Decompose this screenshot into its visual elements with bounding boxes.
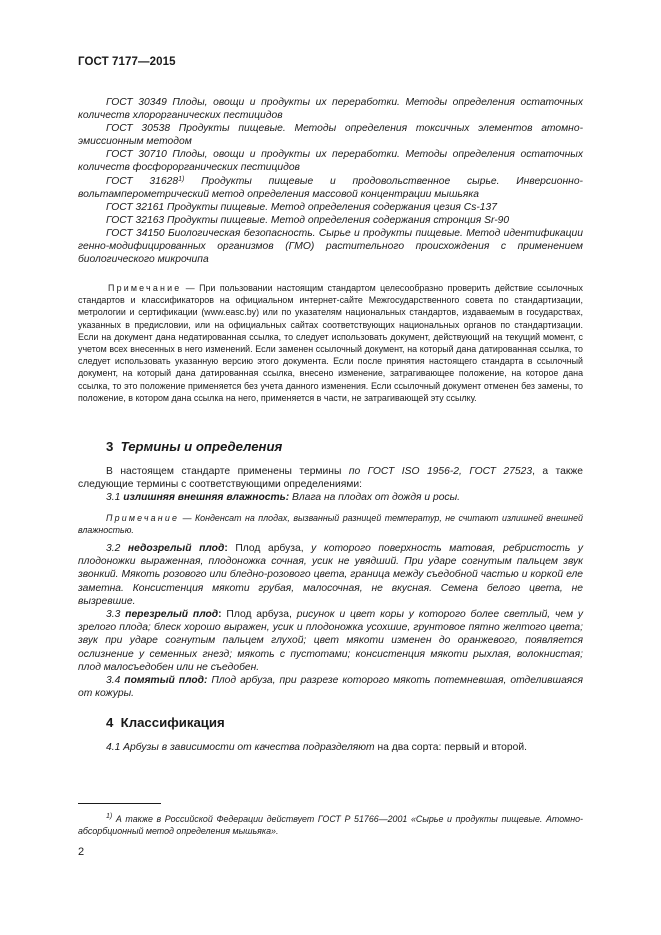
section-4-heading — [106, 715, 225, 730]
reference-item: ГОСТ 30538 Продукты пищевые. Методы определения токсичных элементов атомно-эмиссионным методом — [78, 123, 583, 148]
reference-item — [78, 175, 583, 201]
clause-text-end: на два сорта: первый и второй. — [374, 742, 527, 753]
section-title: Классификация — [120, 715, 225, 730]
section-number: 3 — [106, 439, 114, 454]
term-3-2 — [78, 542, 583, 608]
reference-item: ГОСТ 34150 Биологическая безопасность. Сырье и продукты пищевые. Метод идентификации генно-модифицированных организмов (ГМО) растительного происхождения с применением биологического микрочипа — [78, 227, 583, 266]
normative-references-list — [78, 96, 583, 266]
references-note — [78, 282, 583, 404]
term-name: перезрелый плод — [125, 609, 219, 621]
term-definition-start: Плод арбуза, — [227, 543, 312, 555]
section-title: Термины и определения — [120, 439, 283, 454]
section-3-intro — [78, 465, 583, 491]
term-definition-start: Плод арбуза, — [221, 609, 297, 621]
term-3-1 — [78, 491, 583, 504]
footnote-mark: 1) — [106, 813, 113, 820]
reference-code: ГОСТ 31628 — [106, 175, 179, 187]
intro-standards: по ГОСТ ISO 1956-2, ГОСТ 27523 — [348, 466, 533, 477]
reference-item: ГОСТ 30710 Плоды, овощи и продукты их переработки. Методы определения остаточных количеств фосфорорганических пестицидов — [78, 149, 583, 174]
note-label: Примечание — [106, 512, 180, 523]
term-name: помятый плод: — [124, 675, 208, 687]
term-definition: у которого поверхность матовая, ребристость у плодоножки выраженная, плодоножка сочная, усик не увядший. При ударе согнутым пальцем звук звонкий. Мякоть розового или бледно-розового цвета, граница между съедобной частью и коркой еле заметна. Консистенция мякоти грубая, малосочная, не вкусная. Семена белого цвета, не вызревшие. — [78, 543, 583, 607]
reference-item: ГОСТ 30349 Плоды, овощи и продукты их переработки. Методы определения остаточных количеств хлорорганических пестицидов — [78, 97, 583, 122]
page-header: ГОСТ 7177—2015 — [78, 56, 176, 68]
section-3-body — [78, 465, 583, 700]
note-label: Примечание — [108, 283, 182, 293]
term-colon: : — [224, 543, 228, 555]
term-definition: Влага на плодах от дождя и росы. — [289, 492, 461, 504]
term-3-4 — [78, 674, 583, 700]
reference-item: ГОСТ 32163 Продукты пищевые. Метод определения содержания стронция Sr-90 — [106, 214, 510, 226]
term-number: 3.4 — [106, 675, 125, 687]
section-3-heading — [106, 439, 282, 454]
term-definition: Плод арбуза, при разрезе которого мякоть потемневшая, отделившаяся от кожуры. — [78, 675, 583, 700]
intro-text-end: , а также следующие термины с соответствующими определениями: — [78, 466, 583, 491]
note-text: — Конденсат на плодах, вызванный разницей температур, не считают излишней внешней влажностью. — [78, 512, 583, 535]
term-definition: рисунок и цвет коры у которого более светлый, чем у зрелого плода; блеск хорошо выражен, усик и плодоножка усохшие, грунтовое пятно желтого цвета; звук при ударе согнутым пальцем глухой; цвет мякоти изменен до оранжевого, появляется ослизнение у семенных гнезд; мякоть с пустотами; консистенция мякоти рыхлая, волокнистая; плод малосъедобен или не съедобен. — [78, 609, 583, 673]
term-name: недозрелый плод — [127, 543, 225, 555]
footnote-text: А также в Российской Федерации действует ГОСТ Р 51766—2001 «Сырье и продукты пищевые. Атомно-абсорбционный метод определения мышьяка». — [78, 814, 583, 836]
note-text: — При пользовании настоящим стандартом целесообразно проверить действие ссылочных стандартов и классификаторов на официальном интернет-сайте Межгосударственного совета по стандартизации, метрологии и сертификации (www.easc.by) или по указателям национальных стандартов, издаваемым в государствах, указанных в предисловии, или на официальных сайтах соответствующих национальных органов по стандартизации. Если на документ дана недатированная ссылка, то следует использовать документ, действующий на текущий момент, с учетом всех внесенных в него изменений. Если заменен ссылочный документ, на который дана датированная ссылка, то следует использовать указанную версию этого документа. Если после принятия настоящего стандарта в ссылочный документ, на который дана датированная ссылка, внесено изменение, затрагивающее положение, на которое дана ссылка, то это положение применяется без учета данного изменения. Если ссылочный документ отменен без замены, то положение, в котором дана ссылка на него, применяется в части, не затрагивающей эту ссылку. — [78, 283, 583, 403]
term-number: 3.2 — [106, 543, 128, 555]
intro-text: В настоящем стандарте применены термины — [106, 466, 349, 477]
clause-text: 4.1 Арбузы в зависимости от качества подразделяют — [106, 742, 375, 753]
term-number: 3.1 — [106, 492, 124, 504]
clause-4-1 — [78, 741, 583, 754]
section-number: 4 — [106, 715, 114, 730]
footnote-reference[interactable]: 1) — [178, 175, 185, 183]
footnote — [78, 813, 583, 837]
term-colon: : — [218, 609, 222, 621]
reference-item: ГОСТ 32161 Продукты пищевые. Метод определения содержания цезия Cs-137 — [106, 201, 497, 213]
term-3-1-note — [78, 512, 583, 536]
footnote-divider — [78, 803, 161, 804]
term-name: излишняя внешняя влажность: — [123, 492, 290, 504]
reference-title: Продукты пищевые и продовольственное сырье. Инверсионно-вольтамперометрический метод определения массовой концентрации мышьяка — [78, 175, 583, 200]
page-number: 2 — [78, 846, 85, 858]
term-3-3 — [78, 608, 583, 674]
term-number: 3.3 — [106, 609, 126, 621]
